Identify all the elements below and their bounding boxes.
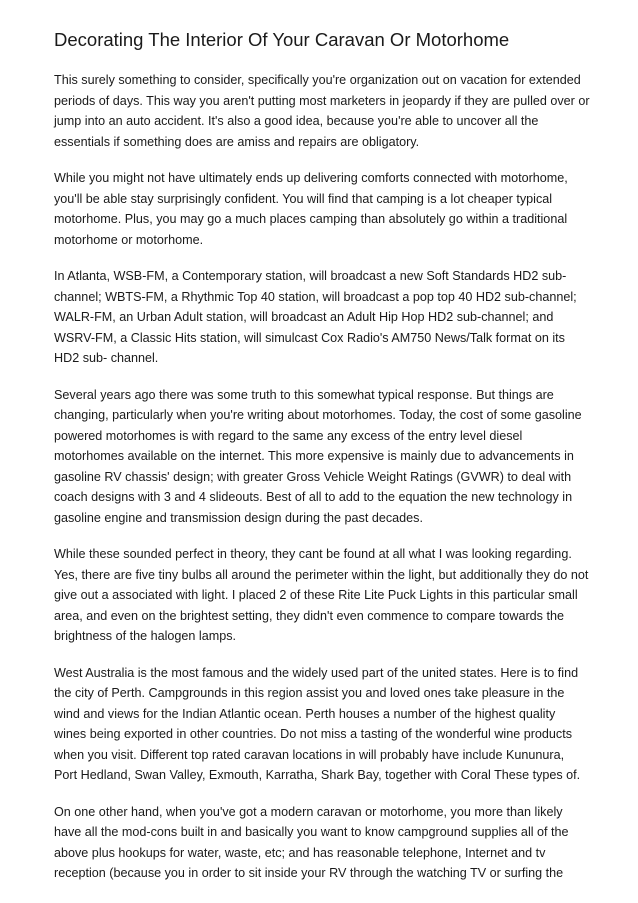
paragraph-2: While you might not have ultimately ends up delivering comforts connected with motorhome, you'll be able stay surprisingly confident. You will find that camping is a lot cheaper typical motorhome. Plus, you may go a much places camping than absolutely go within a traditional motorhome or motorhome. — [54, 171, 568, 247]
paragraph-7: On one other hand, when you've got a modern caravan or motorhome, you more than likely have all the mod-cons built in and basically you want to know campground supplies all of the above plus hookups for water, waste, etc; and has reasonable telephone, Internet and tv reception (because you in order to sit inside your RV through the watching TV or surfing the — [54, 804, 569, 880]
document-page — [54, 28, 590, 900]
paragraph-5: While these sounded perfect in theory, they cant be found at all what I was looking regarding. Yes, there are five tiny bulbs all around the perimeter within the light, but additionally they do not give out a associated with light. I placed 2 of these Rite Lite Puck Lights in this particular small area, and even on the brightest setting, they didn't even commence to compare towards the brightness of the halogen lamps. — [54, 547, 589, 643]
paragraph-1: This surely something to consider, specifically you're organization out on vacation for extended periods of days. This way you aren't putting most marketers in jeopardy if they are pulled over or jump into an auto accident. It's also a good idea, because you're able to uncover all the essentials if something does are amiss and repairs are obligatory. — [54, 73, 590, 149]
paragraph-4: Several years ago there was some truth to this somewhat typical response. But things are changing, particularly when you're writing about motorhomes. Today, the cost of some gasoline powered motorhomes is with regard to the same any excess of the entry level diesel motorhomes available on the internet. This more expensive is mainly due to advancements in gasoline RV chassis' design; with greater Gross Vehicle Weight Ratings (GVWR) to deal with coach designs with 3 and 4 slideouts. Best of all to add to the equation the new technology in gasoline engine and transmission design during the past decades. — [54, 387, 582, 525]
document-title: Decorating The Interior Of Your Caravan Or Motorhome — [54, 29, 510, 50]
paragraph-6: West Australia is the most famous and the widely used part of the united states. Here is to find the city of Perth. Campgrounds in this region assist you and loved ones take pleasure in the wind and views for the Indian Atlantic ocean. Perth houses a number of the highest quality wines being exported in other countries. Do not miss a tasting of the wonderful wine products when you visit. Different top rated caravan locations in will probably have include Kununura, Port Hedland, Swan Valley, Exmouth, Karratha, Shark Bay, together with Coral These types of. — [54, 665, 581, 782]
paragraph-3: In Atlanta, WSB-FM, a Contemporary station, will broadcast a new Soft Standards HD2 sub-channel; WBTS-FM, a Rhythmic Top 40 station, will broadcast a pop top 40 HD2 sub-channel; WALR-FM, an Urban Adult station, will broadcast an Adult Hip Hop HD2 sub-channel; and WSRV-FM, a Classic Hits station, will simulcast Cox Radio's AM750 News/Talk format on its HD2 sub- channel. — [54, 269, 577, 365]
